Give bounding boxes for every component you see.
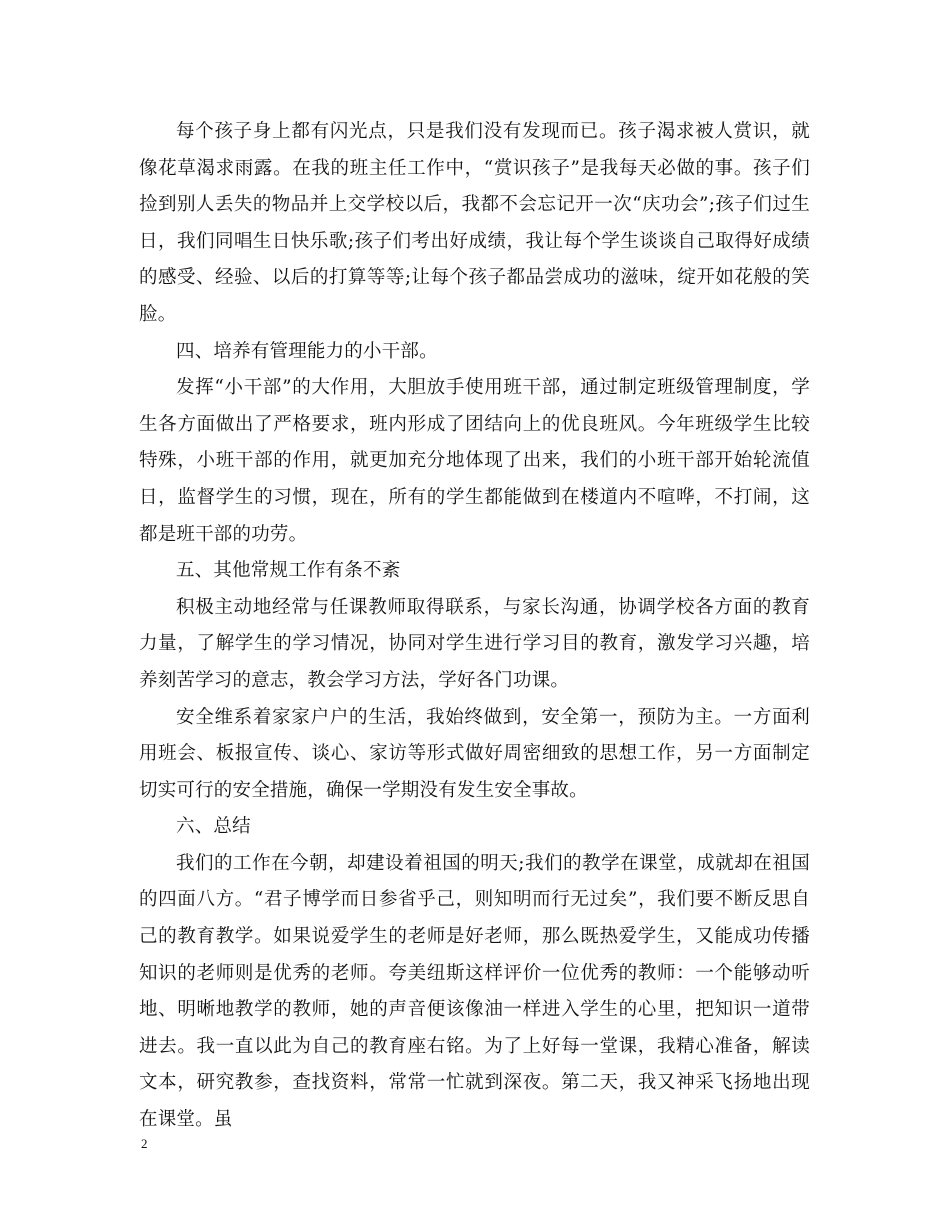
paragraph-summary: 我们的工作在今朝，却建设着祖国的明天;我们的教学在课堂，成就却在祖国的四面八方。“君子博学而日参省乎己，则知明而行无过矣”，我们要不断反思自己的教育教学。如果说爱学生的老师是好老师，那么既热爱学生，又能成功传播知识的老师则是优秀的老师。夸美纽斯这样评价一位优秀的教师：一个能够动听地、明晰地教学的教师，她的声音便该像油一样进入学生的心里，把知识一道带进去。我一直以此为自己的教育座右铭。为了上好每一堂课，我精心准备，解读文本，研究教参，查找资料，常常一忙就到深夜。第二天，我又神采飞扬地出现在课堂。虽 xyxy=(139,852,810,1131)
paragraph-safety: 安全维系着家家户户的生活，我始终做到，安全第一，预防为主。一方面利用班会、板报宣传、谈心、家访等形式做好周密细致的思想工作，另一方面制定切实可行的安全措施，确保一学期没有发生安全事故。 xyxy=(139,706,810,801)
section-heading-five: 五、其他常规工作有条不紊 xyxy=(176,560,401,582)
paragraph-teacher-contact: 积极主动地经常与任课教师取得联系，与家长沟通，协调学校各方面的教育力量，了解学生的学习情况，协同对学生进行学习目的教育，激发学习兴趣，培养刻苦学习的意志，教会学习方法，学好各门功课。 xyxy=(139,596,810,691)
paragraph-praise-children: 每个孩子身上都有闪光点，只是我们没有发现而已。孩子渴求被人赏识，就像花草渴求雨露。在我的班主任工作中，“赏识孩子”是我每天必做的事。孩子们捡到别人丢失的物品并上交学校以后，我都不会忘记开一次“庆功会”;孩子们过生日，我们同唱生日快乐歌;孩子们考出好成绩，我让每个学生谈谈自己取得好成绩的感受、经验、以后的打算等等;让每个孩子都品尝成功的滋味，绽开如花般的笑脸。 xyxy=(139,121,810,325)
section-heading-four: 四、培养有管理能力的小干部。 xyxy=(176,340,438,362)
section-heading-six: 六、总结 xyxy=(176,816,251,838)
paragraph-class-cadres: 发挥“小干部”的大作用，大胆放手使用班干部，通过制定班级管理制度，学生各方面做出了严格要求，班内形成了团结向上的优良班风。今年班级学生比较特殊，小班干部的作用，就更加充分地体现了出来，我们的小班干部开始轮流值日，监督学生的习惯，现在，所有的学生都能做到在楼道内不喧哗，不打闹，这都是班干部的功劳。 xyxy=(139,377,810,545)
document-body xyxy=(139,114,810,1139)
page-number: 2 xyxy=(141,1136,148,1151)
